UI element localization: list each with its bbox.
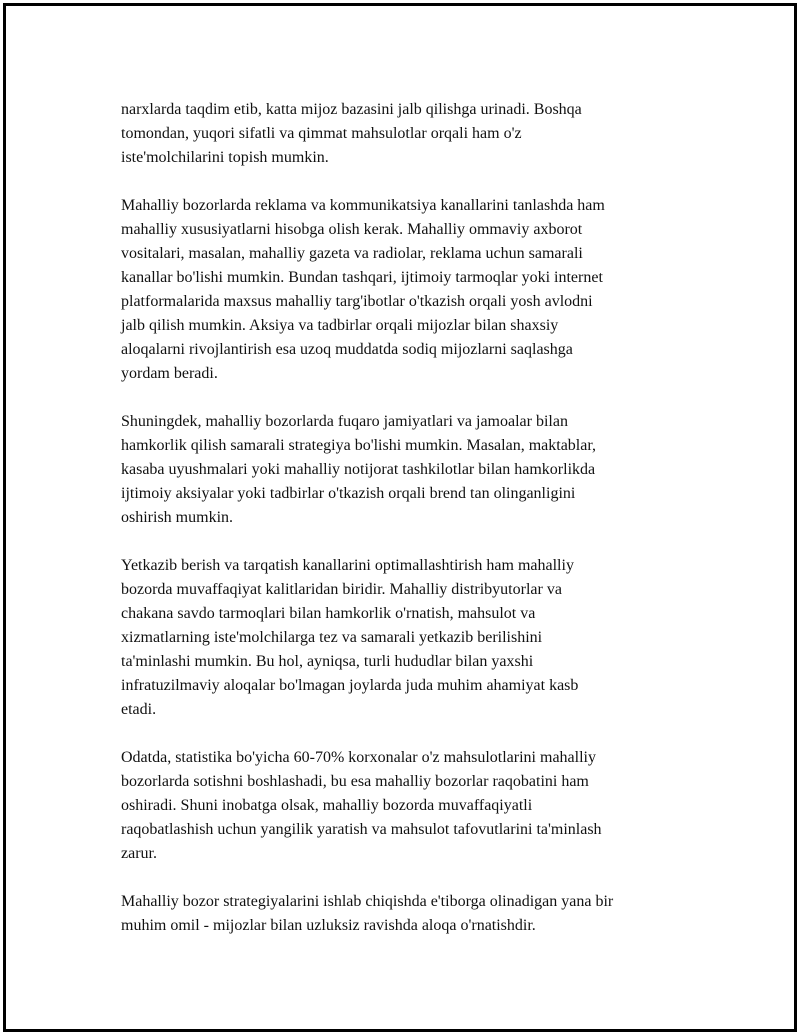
text-line: aloqalarni rivojlantirish esa uzoq muddatda sodiq mijozlarni saqlashga xyxy=(121,341,573,358)
paragraph-2 xyxy=(121,194,701,386)
text-line: Odatda, statistika bo'yicha 60-70% korxonalar o'z mahsulotlarini mahalliy xyxy=(121,749,596,766)
text-line: infratuzilmaviy aloqalar bo'lmagan joylarda juda muhim ahamiyat kasb xyxy=(121,677,579,694)
text-line: etadi. xyxy=(121,701,157,718)
paragraph-6 xyxy=(121,890,701,938)
paragraph-1 xyxy=(121,98,701,170)
text-line: platformalarida maxsus mahalliy targ'ibotlar o'tkazish orqali yosh avlodni xyxy=(121,293,593,310)
text-line: Yetkazib berish va tarqatish kanallarini optimallashtirish ham mahalliy xyxy=(121,557,574,574)
text-line: jalb qilish mumkin. Aksiya va tadbirlar orqali mijozlar bilan shaxsiy xyxy=(121,317,559,334)
text-line: oshiradi. Shuni inobatga olsak, mahalliy bozorda muvaffaqiyatli xyxy=(121,797,533,814)
paragraph-3 xyxy=(121,410,701,530)
text-line: ijtimoiy aksiyalar yoki tadbirlar o'tkazish orqali brend tan olinganligini xyxy=(121,485,576,502)
text-line: kasaba uyushmalari yoki mahalliy notijorat tashkilotlar bilan hamkorlikda xyxy=(121,461,596,478)
text-line: oshirish mumkin. xyxy=(121,509,234,526)
text-line: bozorlarda sotishni boshlashadi, bu esa mahalliy bozorlar raqobatini ham xyxy=(121,773,589,790)
paragraph-5 xyxy=(121,746,701,866)
text-line: chakana savdo tarmoqlari bilan hamkorlik o'rnatish, mahsulot va xyxy=(121,605,536,622)
text-line: yordam beradi. xyxy=(121,365,218,382)
text-line: hamkorlik qilish samarali strategiya bo'lishi mumkin. Masalan, maktablar, xyxy=(121,437,597,454)
text-line: kanallar bo'lishi mumkin. Bundan tashqari, ijtimoiy tarmoqlar yoki internet xyxy=(121,269,603,286)
text-line: Mahalliy bozor strategiyalarini ishlab chiqishda e'tiborga olinadigan yana bir xyxy=(121,893,614,910)
paragraph-4 xyxy=(121,554,701,722)
text-line: narxlarda taqdim etib, katta mijoz bazasini jalb qilishga urinadi. Boshqa xyxy=(121,101,582,118)
text-line: Shuningdek, mahalliy bozorlarda fuqaro jamiyatlari va jamoalar bilan xyxy=(121,413,568,430)
text-line: xizmatlarning iste'molchilarga tez va samarali yetkazib berilishini xyxy=(121,629,543,646)
page-frame xyxy=(3,3,797,1032)
text-line: zarur. xyxy=(121,845,157,862)
text-line: ta'minlashi mumkin. Bu hol, ayniqsa, turli hududlar bilan yaxshi xyxy=(121,653,534,670)
page-body xyxy=(121,98,701,962)
text-line: vositalari, masalan, mahalliy gazeta va radiolar, reklama uchun samarali xyxy=(121,245,583,262)
text-line: raqobatlashish uchun yangilik yaratish va mahsulot tafovutlarini ta'minlash xyxy=(121,821,602,838)
text-line: Mahalliy bozorlarda reklama va kommunikatsiya kanallarini tanlashda ham xyxy=(121,197,605,214)
text-line: mahalliy xususiyatlarni hisobga olish kerak. Mahalliy ommaviy axborot xyxy=(121,221,583,238)
text-line: bozorda muvaffaqiyat kalitlaridan biridir. Mahalliy distribyutorlar va xyxy=(121,581,562,598)
text-line: iste'molchilarini topish mumkin. xyxy=(121,149,329,166)
text-line: muhim omil - mijozlar bilan uzluksiz ravishda aloqa o'rnatishdir. xyxy=(121,917,536,934)
text-line: tomondan, yuqori sifatli va qimmat mahsulotlar orqali ham o'z xyxy=(121,125,522,142)
